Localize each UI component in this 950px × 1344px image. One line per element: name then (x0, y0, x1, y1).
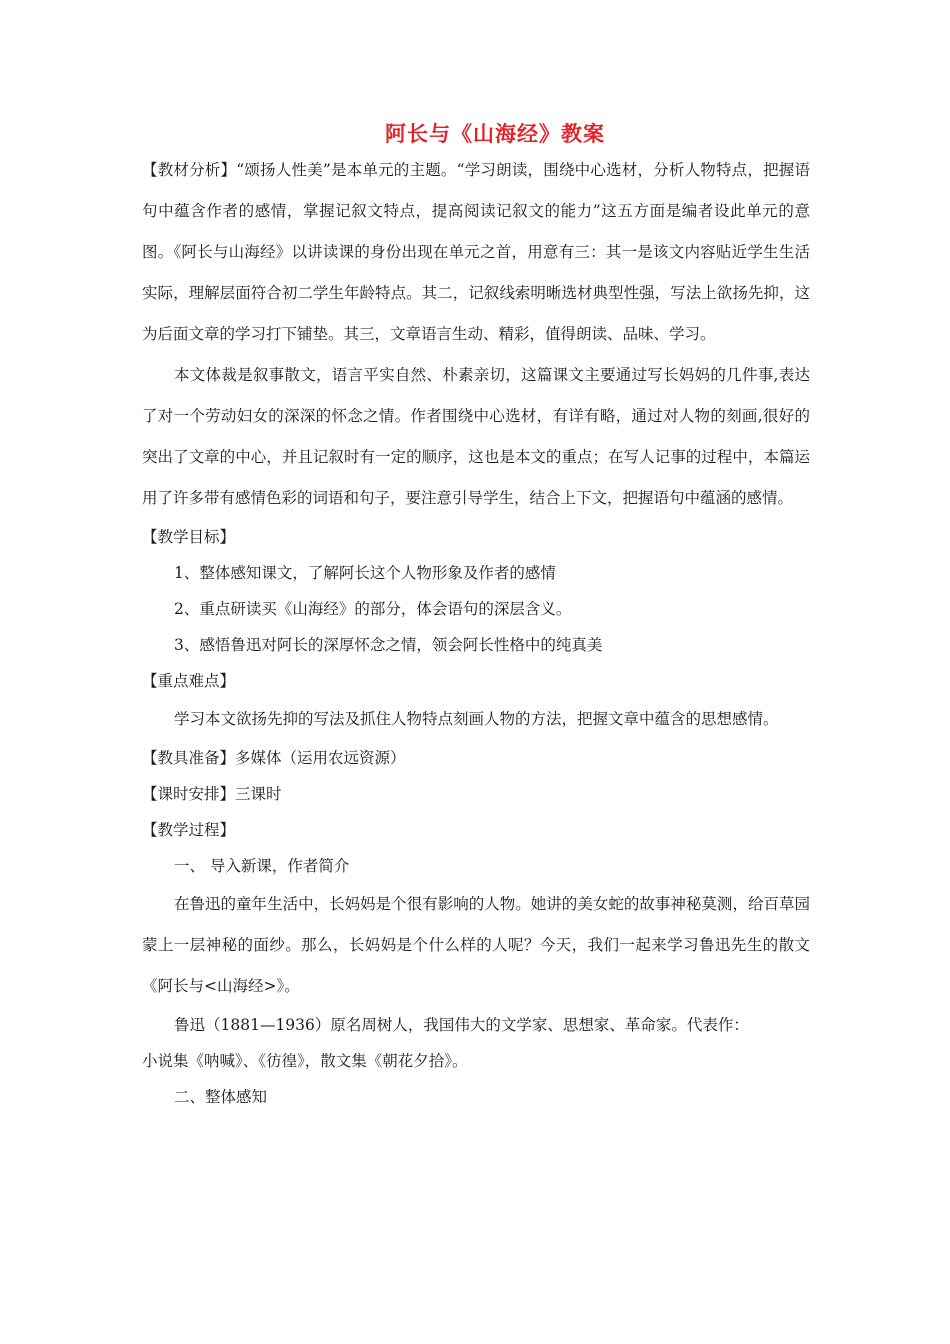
key-points-paragraph: 学习本文欲扬先抑的写法及抓住人物特点刻画人物的方法，把握文章中蕴含的思想感情。 (174, 710, 779, 728)
section-two-heading: 二、整体感知 (174, 1088, 268, 1106)
section-one-heading: 一、 导入新课，作者简介 (174, 857, 350, 875)
process-heading: 【教学过程】 (142, 821, 236, 839)
goal-item-2: 2、重点研读买《山海经》的部分，体会语句的深层含义。 (174, 600, 572, 618)
goal-item-3: 3、感悟鲁迅对阿长的深厚怀念之情，领会阿长性格中的纯真美 (174, 636, 603, 654)
goals-heading: 【教学目标】 (142, 528, 236, 546)
document-title: 阿长与《山海经》教案 (385, 121, 605, 146)
key-points-heading: 【重点难点】 (142, 672, 236, 690)
author-line-2: 小说集《呐喊》、《彷徨》，散文集《朝花夕拾》。 (142, 1052, 468, 1070)
lesson-intro-paragraph: 在鲁迅的童年生活中，长妈妈是个很有影响的人物。她讲的美女蛇的故事神秘莫测，给百草园蒙上一层神秘的面纱。那么，长妈妈是个什么样的人呢？今天，我们一起来学习鲁迅先生的散文《阿长与<山海经>》。 (142, 895, 810, 995)
textbook-analysis-paragraph: 【教材分析】“颂扬人性美”是本单元的主题。“学习朗读，围绕中心选材，分析人物特点，把握语句中蕴含作者的感情，掌握记叙文特点，提高阅读记叙文的能力”这五方面是编者设此单元的意图。《阿长与山海经》以讲读课的身份出现在单元之首，用意有三：其一是该文内容贴近学生生活实际，理解层面符合初二学生年龄特点。其二，记叙线索明晰选材典型性强，写法上欲扬先抑，这为后面文章的学习打下铺垫。其三，文章语言生动、精彩，值得朗读、品味、学习。 (142, 161, 810, 343)
goal-item-1: 1、整体感知课文，了解阿长这个人物形象及作者的感情 (174, 564, 556, 582)
schedule-line: 【课时安排】三课时 (142, 785, 282, 803)
document-body (142, 150, 810, 1115)
genre-paragraph: 本文体裁是叙事散文，语言平实自然、朴素亲切，这篇课文主要通过写长妈妈的几件事,表达了对一个劳动妇女的深深的怀念之情。作者围绕中心选材，有详有略，通过对人物的刻画,很好的突出了文章的中心，并且记叙时有一定的顺序，这也是本文的重点；在写人记事的过程中，本篇运用了许多带有感情色彩的词语和句子，要注意引导学生，结合上下文，把握语句中蕴涵的感情。 (142, 366, 810, 507)
teaching-tools-line: 【教具准备】多媒体（运用农远资源） (142, 749, 406, 767)
author-line-1: 鲁迅（1881—1936）原名周树人，我国伟大的文学家、思想家、革命家。代表作： (174, 1016, 749, 1034)
